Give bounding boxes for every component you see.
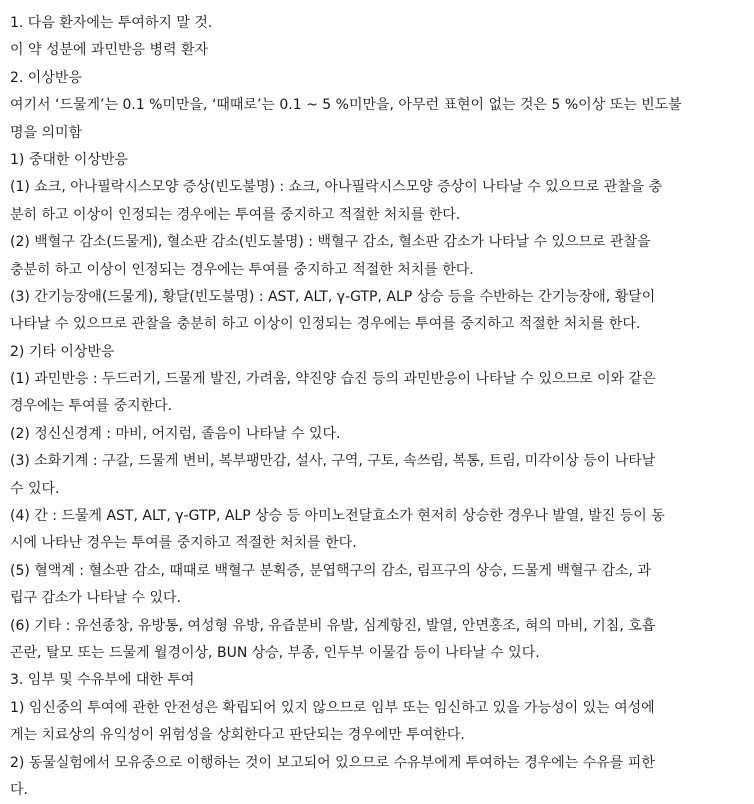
text-line: 2. 이상반응 bbox=[10, 69, 82, 86]
text-line: 이 약 성분에 과민반응 병력 환자 bbox=[10, 42, 209, 59]
text-line: 시에 나타난 경우는 투여를 중지하고 적절한 처치를 한다. bbox=[10, 535, 357, 552]
text-line: 명을 의미함 bbox=[10, 124, 83, 141]
text-line: (2) 백혈구 감소(드물게), 혈소판 감소(빈도불명) : 백혈구 감소, 혈소판 감소가 나타날 수 있으므로 관찰을 bbox=[10, 234, 651, 251]
text-line: 곤란, 탈모 또는 드물게 월경이상, BUN 상승, 부종, 인두부 이물감 등이 나타날 수 있다. bbox=[10, 644, 540, 661]
text-line: (5) 혈액계 : 혈소판 감소, 때때로 백혈구 분획증, 분엽핵구의 감소, 림프구의 상승, 드물게 백혈구 감소, 과 bbox=[10, 562, 651, 579]
text-line: 1) 임신중의 투여에 관한 안전성은 확립되어 있지 않으므로 임부 또는 임신하고 있을 가능성이 있는 여성에 bbox=[10, 699, 655, 716]
text-line: (3) 간기능장애(드물게), 황달(빈도불명) : AST, ALT, γ-GTP, ALP 상승 등을 수반하는 간기능장애, 황달이 bbox=[10, 288, 656, 305]
text-line: 게는 치료상의 유익성이 위험성을 상회한다고 판단되는 경우에만 투여한다. bbox=[10, 727, 465, 744]
text-line: 충분히 하고 이상이 인정되는 경우에는 투여를 중지하고 적절한 처치를 한다. bbox=[10, 261, 474, 278]
text-line: 수 있다. bbox=[10, 480, 60, 497]
text-line: 2) 기타 이상반응 bbox=[10, 343, 115, 360]
text-line: 1) 중대한 이상반응 bbox=[10, 151, 128, 168]
text-line: 나타날 수 있으므로 관찰을 충분히 하고 이상이 인정되는 경우에는 투여를 중지하고 적절한 처치를 한다. bbox=[10, 316, 641, 333]
text-line: (6) 기타 : 유선종창, 유방통, 여성형 유방, 유즙분비 유발, 심계항진, 발열, 안면홍조, 혀의 마비, 기침, 호흡 bbox=[10, 617, 656, 634]
text-line: 3. 임부 및 수유부에 대한 투여 bbox=[10, 672, 195, 689]
text-line: (4) 간 : 드물게 AST, ALT, γ-GTP, ALP 상승 등 아미노전달효소가 현저히 상승한 경우나 발열, 발진 등이 동 bbox=[10, 508, 665, 525]
text-line: 경우에는 투여를 중지한다. bbox=[10, 398, 173, 415]
text-line: 2) 동물실험에서 모유중으로 이행하는 것이 보고되어 있으므로 수유부에게 투여하는 경우에는 수유를 피한 bbox=[10, 754, 655, 771]
text-line: 여기서 ‘드물게’는 0.1 %미만을, ‘때때로’는 0.1 ~ 5 %미만을, 아무런 표현이 없는 것은 5 %이상 또는 빈도불 bbox=[10, 97, 682, 114]
text-line: (1) 쇼크, 아나필락시스모양 증상(빈도불명) : 쇼크, 아나필락시스모양 증상이 나타날 수 있으므로 관찰을 충 bbox=[10, 179, 663, 196]
text-line: (1) 과민반응 : 두드러기, 드물게 발진, 가려움, 약진양 습진 등의 과민반응이 나타날 수 있으므로 이와 같은 bbox=[10, 371, 656, 388]
text-line: 분히 하고 이상이 인정되는 경우에는 투여를 중지하고 적절한 처치를 한다. bbox=[10, 206, 461, 223]
text-line: 다. bbox=[10, 781, 28, 798]
text-line: (3) 소화기계 : 구갈, 드물게 변비, 복부팽만감, 설사, 구역, 구토, 속쓰림, 복통, 트림, 미각이상 등이 나타날 bbox=[10, 453, 656, 470]
text-line: 립구 감소가 나타날 수 있다. bbox=[10, 590, 182, 607]
text-line: (2) 정신신경계 : 마비, 어지럼, 졸음이 나타날 수 있다. bbox=[10, 425, 341, 442]
text-line: 1. 다음 환자에는 투여하지 말 것. bbox=[10, 15, 213, 31]
